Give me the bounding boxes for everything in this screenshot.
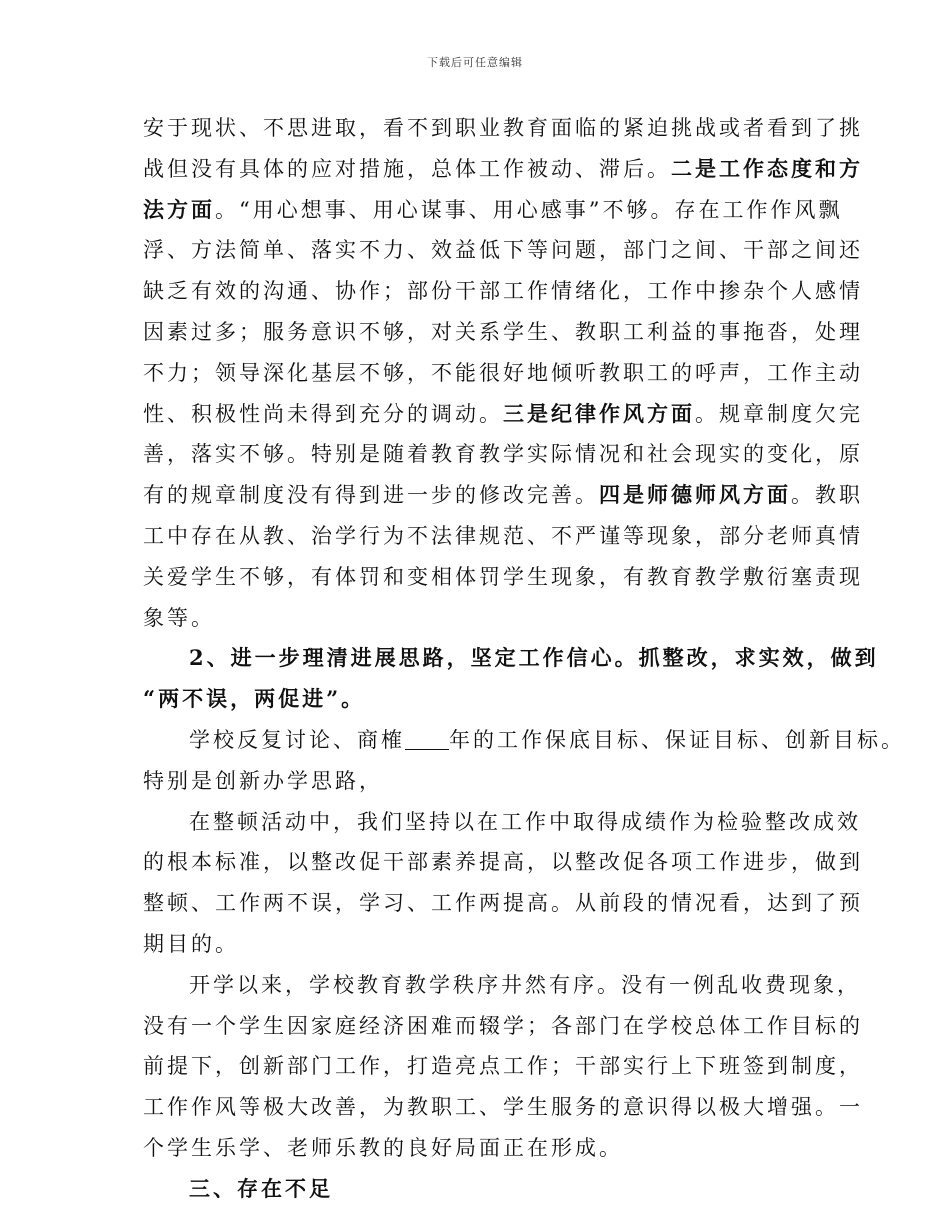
text-line	[143, 1046, 863, 1087]
bold-text-segment: 四是师德师风方面	[599, 482, 791, 508]
text-segment: 的根本标准，以整改促干部素养提高，以整改促各项工作进步，做到	[143, 850, 863, 875]
text-segment: 因素过多；服务意识不够，对关系学生、教职工利益的事拖沓，处理	[143, 319, 863, 344]
text-segment: 。教职	[791, 483, 863, 508]
text-line	[143, 802, 861, 843]
text-line	[143, 190, 843, 231]
bold-text-segment: 三是纪律作风方面	[503, 400, 695, 426]
text-segment: 。“用心想事、用心谋事、用心感事”不够。存在工作作风飘	[215, 197, 843, 222]
text-segment: 安于现状、不思进取，看不到职业教育面临的紧迫挑战或者看到了挑	[143, 116, 863, 140]
text-segment: 有的规章制度没有得到进一步的修改完善。	[143, 483, 599, 508]
bold-text-segment: 二是工作态度和方	[671, 155, 863, 181]
text-segment: 学校反复讨论、商榷	[189, 727, 405, 752]
text-segment: 战但没有具体的应对措施，总体工作被动、滞后。	[143, 156, 671, 181]
text-line	[143, 638, 879, 679]
text-line	[143, 1006, 863, 1047]
text-line	[143, 394, 863, 435]
text-line	[143, 108, 863, 149]
text-line	[143, 312, 863, 353]
text-line	[143, 149, 863, 190]
text-segment: 性、积极性尚未得到充分的调动。	[143, 401, 503, 426]
bold-text-segment: 法方面	[143, 196, 215, 222]
text-segment: 不力；领导深化基层不够，不能很好地倾听教职工的呼声，工作主动	[143, 360, 863, 385]
text-segment: 工中存在从教、治学行为不法律规范、不严谨等现象，部分老师真情	[143, 523, 863, 548]
text-line	[143, 1169, 843, 1210]
text-segment: 没有一个学生因家庭经济困难而辍学；各部门在学校总体工作目标的	[143, 1013, 863, 1038]
text-line	[143, 516, 863, 557]
text-line	[143, 924, 843, 965]
text-segment: 前提下，创新部门工作，打造亮点工作；干部实行上下班签到制度，	[143, 1054, 863, 1079]
text-segment: 象等。	[143, 605, 215, 630]
text-segment: 善，落实不够。特别是随着教育教学实际情况和社会现实的变化，原	[143, 442, 863, 467]
text-line	[143, 598, 843, 639]
bold-text-segment: 2、进一步理清进展思路，坚定工作信心。抓整改，求实效，做到	[189, 645, 879, 671]
text-segment: 开学以来，学校教育教学秩序井然有序。没有一例乱收费现象，	[189, 972, 861, 997]
text-line	[143, 434, 863, 475]
page-header: 下载后可任意编辑	[427, 56, 523, 69]
text-line	[143, 965, 861, 1006]
text-line	[143, 1128, 843, 1169]
text-line	[143, 475, 863, 516]
text-line	[143, 761, 843, 802]
text-line	[143, 557, 863, 598]
text-segment: 。规章制度欠完	[695, 401, 863, 426]
text-segment: 年的工作保底目标、保证目标、创新目标。	[449, 727, 905, 752]
text-line	[143, 679, 843, 720]
text-segment: 工作作风等极大改善，为教职工、学生服务的意识得以极大增强。一	[143, 1095, 863, 1120]
document-body	[143, 108, 905, 1210]
text-segment: 个学生乐学、老师乐教的良好局面正在形成。	[143, 1135, 623, 1160]
text-line	[143, 230, 863, 271]
text-segment: 关爱学生不够，有体罚和变相体罚学生现象，有教育教学敷衍塞责现	[143, 564, 863, 589]
text-segment: 期目的。	[143, 931, 239, 956]
text-line	[143, 842, 863, 883]
text-line	[143, 883, 863, 924]
bold-text-segment: 三、存在不足	[189, 1175, 333, 1201]
text-line	[143, 1087, 863, 1128]
text-segment: 在整顿活动中，我们坚持以在工作中取得成绩作为检验整改成效	[189, 809, 861, 834]
text-segment: 浮、方法简单、落实不力、效益低下等问题，部门之间、干部之间还	[143, 238, 863, 263]
text-segment: 缺乏有效的沟通、协作；部份干部工作情绪化，工作中掺杂个人感情	[143, 279, 863, 304]
text-line	[143, 720, 905, 761]
text-line	[143, 271, 863, 312]
bold-text-segment: “两不误，两促进”。	[143, 686, 366, 712]
text-segment: 整顿、工作两不误，学习、工作两提高。从前段的情况看，达到了预	[143, 891, 863, 916]
text-segment: 特别是创新办学思路，	[143, 768, 383, 793]
text-line	[143, 353, 863, 394]
fill-in-blank	[405, 728, 449, 750]
